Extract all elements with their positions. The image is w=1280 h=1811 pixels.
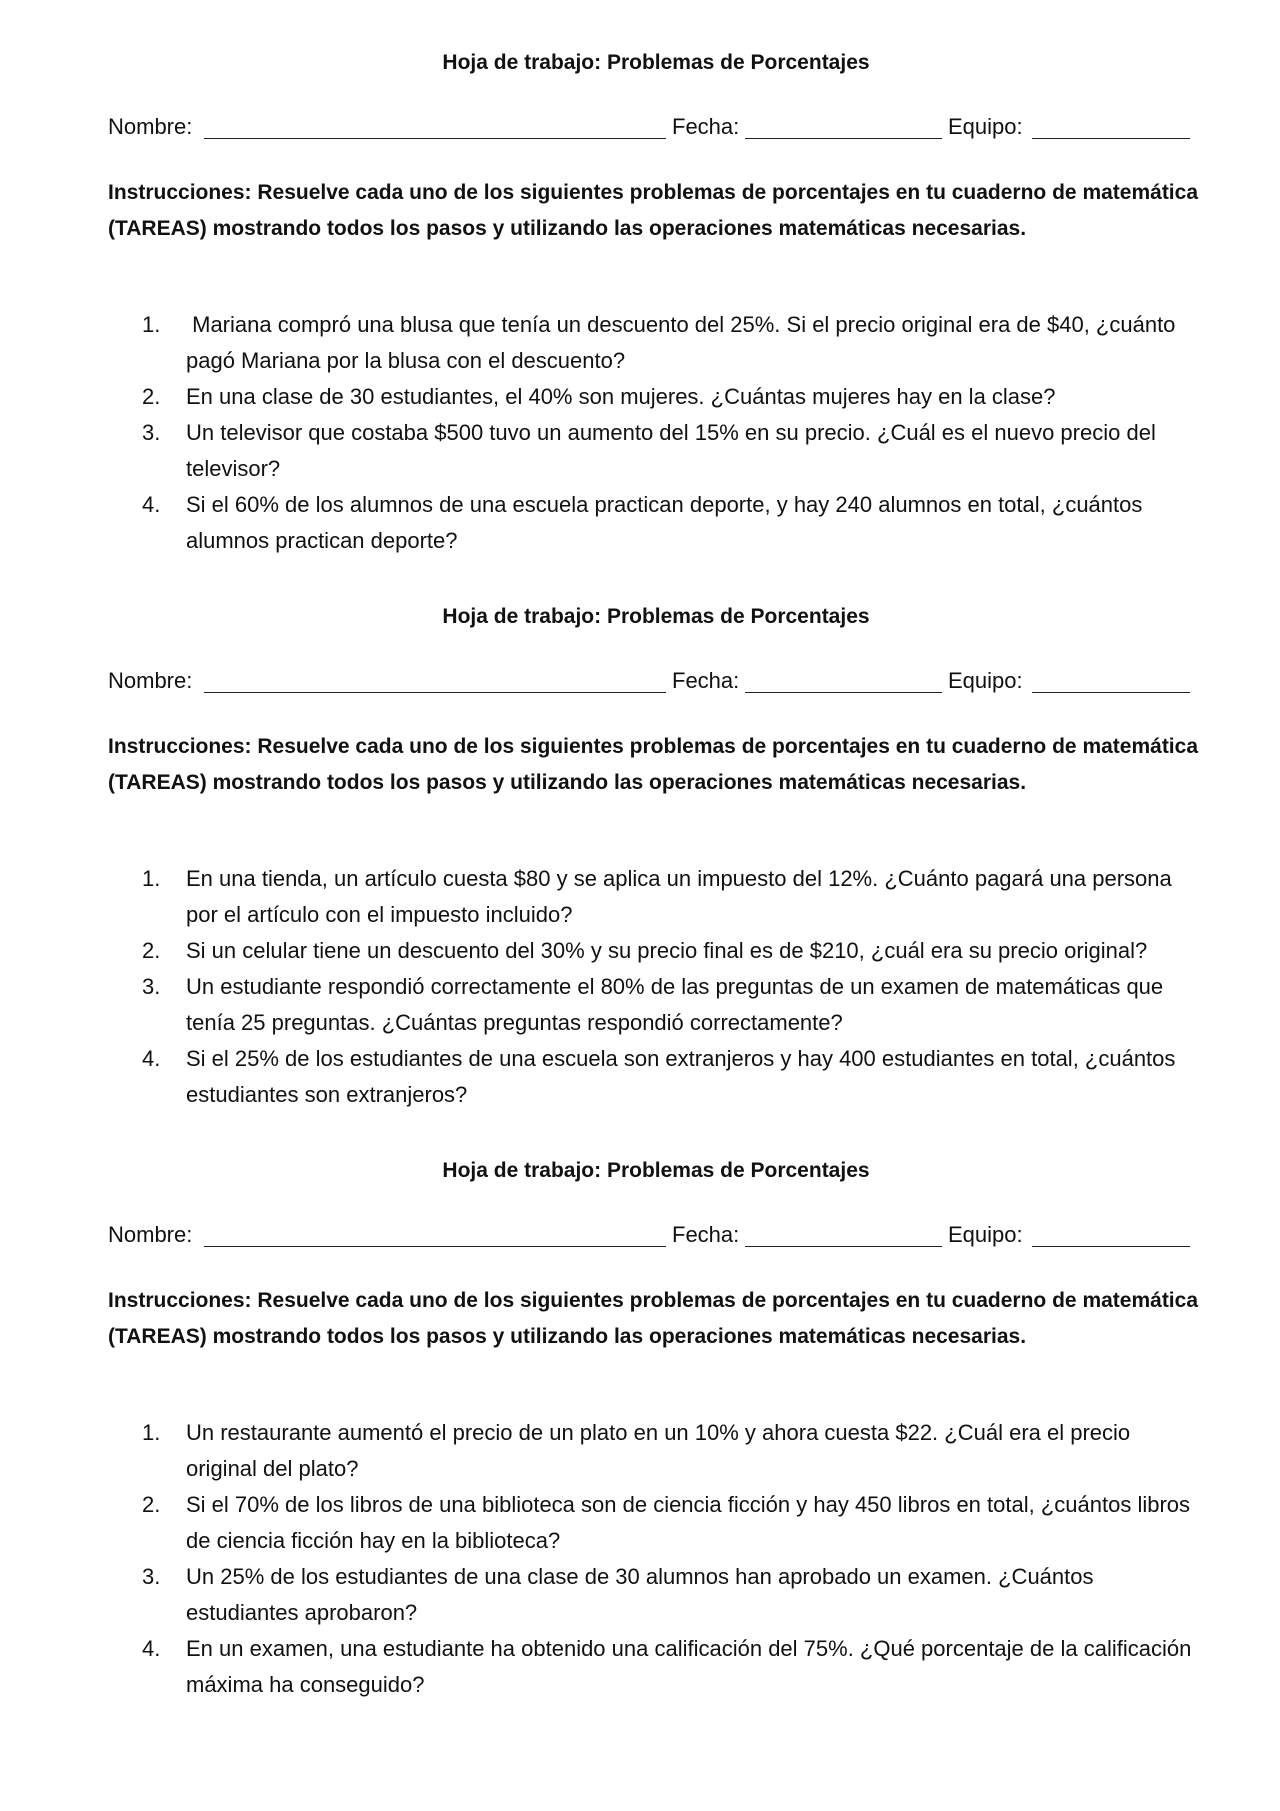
problem-text: Si el 70% de los libros de una biblioteca son de ciencia ficción y hay 450 libros en total, ¿cuántos libros de ciencia ficción hay en la biblioteca? (186, 1492, 1191, 1553)
problem-number: 1. (142, 312, 161, 337)
problem-number: 4. (142, 492, 161, 517)
problem-item (108, 933, 1204, 969)
problem-text: Si el 25% de los estudiantes de una escuela son extranjeros y hay 400 estudiantes en total, ¿cuántos estudiantes son extranjeros? (186, 1046, 1176, 1107)
worksheet-title: Hoja de trabajo: Problemas de Porcentajes (442, 51, 870, 74)
equipo-blank (1032, 138, 1190, 139)
problem-list (108, 1415, 1204, 1703)
problem-item (108, 415, 1204, 487)
nombre-blank (204, 692, 666, 693)
problem-number: 3. (142, 420, 161, 445)
fecha-blank (745, 1246, 942, 1247)
problem-list (108, 307, 1204, 559)
problem-number: 4. (142, 1636, 161, 1661)
fecha-blank (745, 138, 942, 139)
problem-text: En una clase de 30 estudiantes, el 40% son mujeres. ¿Cuántas mujeres hay en la clase? (186, 384, 1056, 409)
problem-number: 2. (142, 384, 161, 409)
problem-text: Si un celular tiene un descuento del 30% y su precio final es de $210, ¿cuál era su precio original? (186, 938, 1148, 963)
fecha-label: Fecha: (672, 1222, 740, 1247)
problem-text: Si el 60% de los alumnos de una escuela practican deporte, y hay 240 alumnos en total, ¿cuántos alumnos practican deporte? (186, 492, 1143, 553)
fecha-blank (745, 692, 942, 693)
problem-number: 2. (142, 938, 161, 963)
student-info-line (108, 667, 1204, 697)
problem-item (108, 1559, 1204, 1631)
problem-item (108, 1631, 1204, 1703)
problem-item (108, 379, 1204, 415)
student-info-line (108, 1221, 1204, 1251)
fecha-label: Fecha: (672, 114, 740, 139)
nombre-blank (204, 138, 666, 139)
problem-text: Un 25% de los estudiantes de una clase de 30 alumnos han aprobado un examen. ¿Cuántos estudiantes aprobaron? (186, 1564, 1094, 1625)
problem-text: En una tienda, un artículo cuesta $80 y se aplica un impuesto del 12%. ¿Cuánto pagará una persona por el artículo con el impuesto incluido? (186, 866, 1172, 927)
problem-number: 1. (142, 1420, 161, 1445)
problem-number: 3. (142, 974, 161, 999)
equipo-label: Equipo: (948, 668, 1023, 693)
problem-item (108, 1487, 1204, 1559)
fecha-label: Fecha: (672, 668, 740, 693)
nombre-label: Nombre: (108, 668, 193, 693)
instructions-text: Instrucciones: Resuelve cada uno de los siguientes problemas de porcentajes en tu cuaderno de matemática (TAREAS) mostrando todos los pasos y utilizando las operaciones matemáticas necesarias. (108, 181, 1199, 240)
nombre-blank (204, 1246, 666, 1247)
equipo-blank (1032, 1246, 1190, 1247)
problem-number: 2. (142, 1492, 161, 1517)
problem-item (108, 861, 1204, 933)
problem-text: Mariana compró una blusa que tenía un descuento del 25%. Si el precio original era de $40, ¿cuánto pagó Mariana por la blusa con el descuento? (186, 312, 1182, 373)
instructions-text: Instrucciones: Resuelve cada uno de los siguientes problemas de porcentajes en tu cuaderno de matemática (TAREAS) mostrando todos los pasos y utilizando las operaciones matemáticas necesarias. (108, 735, 1199, 794)
problem-number: 3. (142, 1564, 161, 1589)
student-info-line (108, 113, 1204, 143)
problem-item (108, 307, 1204, 379)
instructions-text: Instrucciones: Resuelve cada uno de los siguientes problemas de porcentajes en tu cuaderno de matemática (TAREAS) mostrando todos los pasos y utilizando las operaciones matemáticas necesarias. (108, 1289, 1199, 1348)
worksheet-title: Hoja de trabajo: Problemas de Porcentajes (442, 1159, 870, 1182)
problem-item (108, 969, 1204, 1041)
equipo-label: Equipo: (948, 1222, 1023, 1247)
nombre-label: Nombre: (108, 1222, 193, 1247)
problem-number: 1. (142, 866, 161, 891)
problem-item (108, 1041, 1204, 1113)
nombre-label: Nombre: (108, 114, 193, 139)
problem-text: Un restaurante aumentó el precio de un plato en un 10% y ahora cuesta $22. ¿Cuál era el precio original del plato? (186, 1420, 1131, 1481)
worksheet-title: Hoja de trabajo: Problemas de Porcentajes (442, 605, 870, 628)
equipo-blank (1032, 692, 1190, 693)
problem-text: Un estudiante respondió correctamente el 80% de las preguntas de un examen de matemáticas que tenía 25 preguntas. ¿Cuántas preguntas respondió correctamente? (186, 974, 1164, 1035)
equipo-label: Equipo: (948, 114, 1023, 139)
problem-text: Un televisor que costaba $500 tuvo un aumento del 15% en su precio. ¿Cuál es el nuevo precio del televisor? (186, 420, 1156, 481)
problem-item (108, 1415, 1204, 1487)
problem-number: 4. (142, 1046, 161, 1071)
problem-text: En un examen, una estudiante ha obtenido una calificación del 75%. ¿Qué porcentaje de la calificación máxima ha conseguido? (186, 1636, 1192, 1697)
problem-item (108, 487, 1204, 559)
problem-list (108, 861, 1204, 1113)
